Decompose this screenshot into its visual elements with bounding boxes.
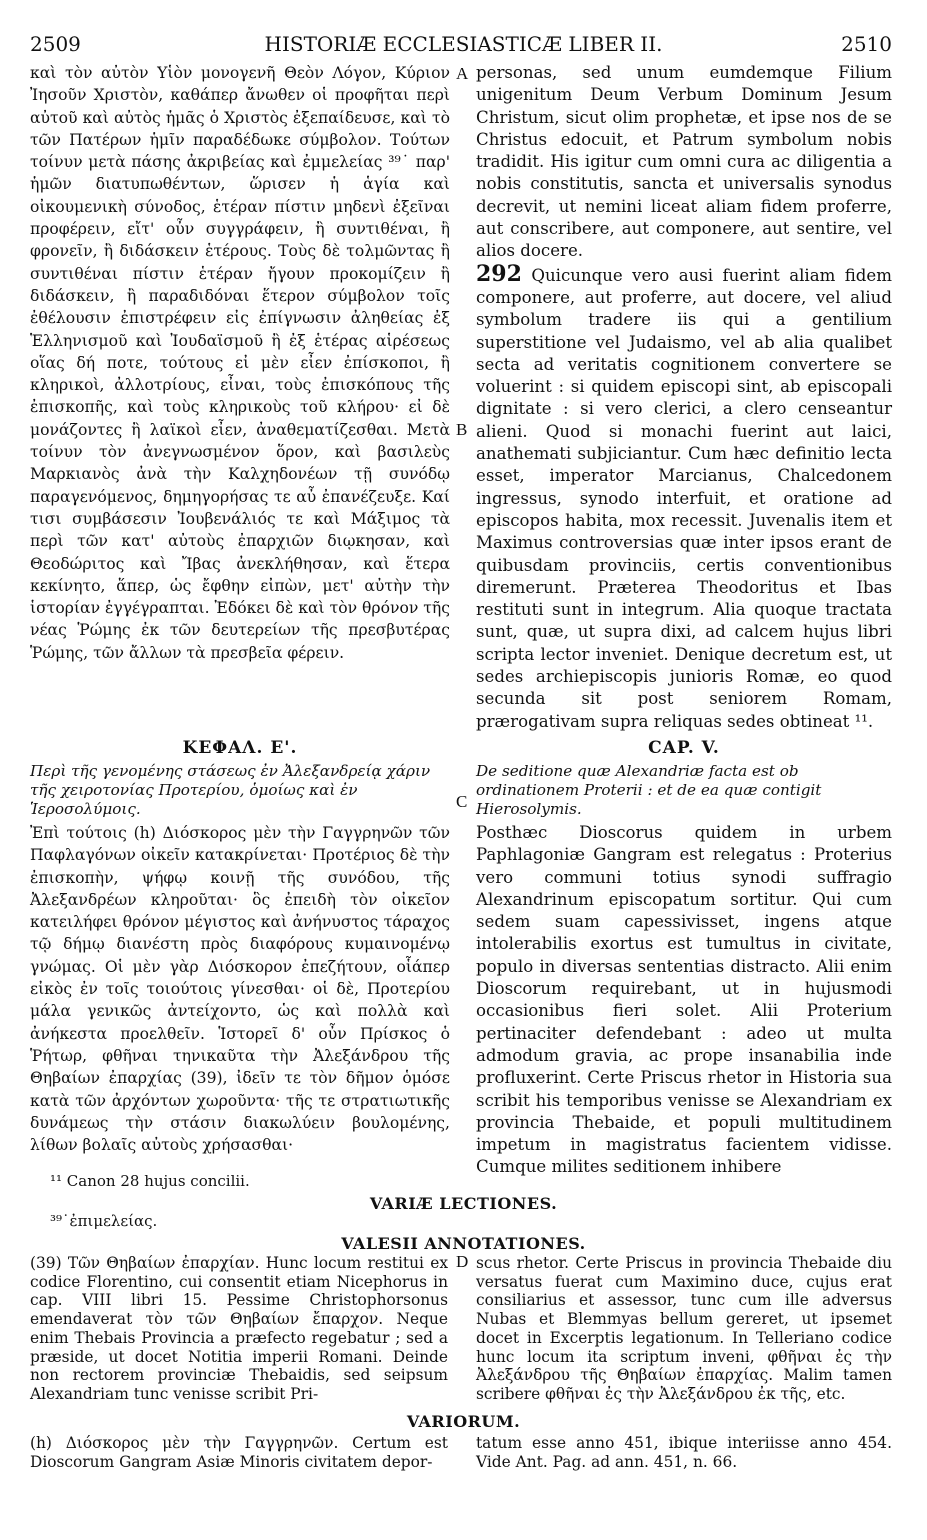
page-number-left: 2509 <box>30 32 81 56</box>
latin-text-top <box>476 62 892 732</box>
margin-page-number: 292 <box>476 260 522 287</box>
variorum-note-right <box>476 1434 892 1478</box>
valesii-annotationes-heading: VALESII ANNOTATIONES. <box>341 1234 586 1253</box>
running-title: HISTORIÆ ECCLESIASTICÆ LIBER II. <box>264 32 663 56</box>
footnote-11: ¹¹ Canon 28 hujus concilii. <box>50 1172 250 1190</box>
chapter-summary-greek: Περὶ τῆς γενομένης στάσεως ἐν Ἀλεξανδρείᾳ χάριν τῆς χειροτονίας Προτερίου, ὁμοίως καὶ ἐν Ἱεροσολύμοις. <box>30 762 431 818</box>
variae-lectiones-note: ³⁹˙ἐπιμελείας. <box>50 1212 158 1230</box>
latin-paragraph-bottom: Posthæc Dioscorus quidem in urbem Paphlagoniæ Gangram est relegatus : Proterius vero communi totius synodi suffragio Alexandrinum episcopatum sortitur. Qui cum sedem suam capessivisset, ingens atque intolerabilis exortus est tumultus in civitate, populo in diversas sententias distracto. Alii enim Dioscorum requirebant, ut in hujusmodi occasionibus fieri solet. Alii Proterium pertinaciter defendebant : adeo ut multa admodum gravia, ac prope insanabilia inde profluxerint. Certe Priscus rhetor in Historia sua scribit his temporibus venisse se Alexandriam ex provincia Thebaide, et populi multitudinem impetum in magistratus facientem vidisse. Cumque milites seditionem inhibere <box>476 823 892 1177</box>
variorum-note-right-text: tatum esse anno 451, ibique interiisse anno 454. Vide Ant. Pag. ad ann. 451, n. 66. <box>476 1434 892 1471</box>
greek-paragraph-bottom: Ἐπὶ τούτοις (h) Διόσκορος μὲν τὴν Γαγγρηνῶν τῶν Παφλαγόνων οἰκεῖν κατακρίνεται· Προτέριος δὲ τὴν ἐπισκοπὴν, ψήφῳ κοινῇ τῆς συνόδου, τῆς Ἀλεξανδρέων κληροῦται· ὃς ἐπειδὴ τὸν οἰκεῖον κατειλήφει θρόνον μέγιστος καὶ ἀνήνυστος τάραχος τῷ δήμῳ διανέστη πρὸς διαφόρους κυμαινομένῳ γνώμας. Οἱ μὲν γὰρ Διόσκορον ἐπεζήτουν, οἷάπερ εἰκὸς ἐν τοῖς τοιούτοις γίνεσθαι· οἱ δὲ, Προτερίου μάλα γενικῶς ἀντείχοντο, ὡς καὶ πολλὰ καὶ ἀνήκεστα προελθεῖν. Ἱστορεῖ δ' οὖν Πρίσκος ὁ Ῥήτωρ, φθῆναι τηνικαῦτα τὴν Ἀλεξάνδρου τῆς Θηβαίων ἐπαρχίας (39), ἰδεῖν τε τὸν δῆμον ὁμόσε κατὰ τῶν ἀρχόντων χωροῦντα· τῆς τε στρατιωτικῆς δυνάμεως τὴν στάσιν διακωλύειν βουλομένης, λίθων βολαῖς αὐτοὺς χρήσασθαι· <box>30 824 450 1155</box>
margin-marker-a: A <box>456 64 469 83</box>
latin-paragraph-top-2-text: Quicunque vero ausi fuerint aliam fidem componere, aut proferre, aut docere, vel aliud symbolum tradere iis qui a gentilium superstitione vel Judaismo, vel ab alia qualibet secta ad veritatis cognitionem convertere se voluerint : si quidem episcopi sint, ab episcopali dignitate : si vero clerici, a clero censeantur alieni. Quod si monachi fuerint aut laici, anathemati subjiciantur. Cum hæc definitio lecta esset, imperator Marcianus, Chalcedonem ingressus, synodo interfuit, et oratione ad episcopos habita, mox recessit. Juvenalis item et Maximus controversias quæ inter ipsos erant de quibusdam provinciis, certis conventionibus diremerunt. Præterea Theodoritus et Ibas restituti sunt in integrum. Alia quoque tractata sunt, quæ, ut supra dixi, ad calcem hujus libri scripta lector inveniet. Denique decretum est, ut sedes archiepiscopis junioris Romæ, eo quod secunda sit post seniorem Romam, prærogativam supra reliquas sedes obtineat ¹¹. <box>476 265 892 731</box>
latin-paragraph-top-1: personas, sed unum eumdemque Filium unigenitum Deum Verbum Dominum Jesum Christum, sicut olim prophetæ, et ipse nos de se Christus edocuit, et Patrum symbolum nobis tradidit. His igitur cum omni cura ac diligentia a nobis constitutis, sancta et universalis synodus decrevit, ut nemini liceat aliam fidem proferre, aut conscribere, aut componere, aut sentire, vel alios docere. <box>476 63 892 261</box>
greek-paragraph-top: καὶ τὸν αὐτὸν Υἱὸν μονογενῆ Θεὸν Λόγον, Κύριον Ἰησοῦν Χριστὸν, καθάπερ ἄνωθεν οἱ προφῆται περὶ αὐτοῦ καὶ αὐτὸς ἡμᾶς ὁ Χριστὸς ἐξεπαίδευσε, καὶ τὸ τῶν Πατέρων ἡμῖν παραδέδωκε σύμβολον. Τούτων τοίνυν μετὰ πάσης ἀκριβείας καὶ ἐμμελείας ³⁹˙ παρ' ἡμῶν διατυπωθέντων, ὥρισεν ἡ ἁγία καὶ οἰκουμενικὴ σύνοδος, ἑτέραν πίστιν μηδενὶ ἐξεῖναι προφέρειν, εἴτ' οὖν συγγράφειν, ἢ συντιθέναι, ἢ φρονεῖν, ἢ διδάσκειν ἑτέρους. Τοὺς δὲ τολμῶντας ἢ συντιθέναι πίστιν ἑτέραν ἤγουν προκομίζειν ἢ διδάσκειν, ἢ παραδιδόναι ἕτερον σύμβολον τοῖς ἐθέλουσιν ἐπιστρέφειν εἰς ἐπίγνωσιν ἀληθείας ἐξ Ἑλληνισμοῦ καὶ Ἰουδαϊσμοῦ ἢ ἐξ ἑτέρας αἱρέσεως οἵας δή ποτε, τούτους εἰ μὲν εἶεν ἐπίσκοποι, ἢ κληρικοὶ, ἀλλοτρίους, εἶναι, τοὺς ἐπισκόπους τῆς ἐπισκοπῆς, καὶ τοὺς κληρικοὺς τοῦ κλήρου· εἰ δὲ μονάζοντες ἢ λαϊκοὶ εἶεν, ἀναθεματίζεσθαι. Μετὰ τοίνυν τὸν ἀνεγνωσμένον ὅρον, καὶ βασιλεὺς Μαρκιανὸς ἀνὰ τὴν Καλχηδονέων τῇ συνόδῳ παραγενόμενος, δημηγορήσας τε αὖ ἐπανέζευξε. Καί τισι συμβάσεσιν Ἰουβενάλιός τε καὶ Μάξιμος τὰ περὶ τῶν κατ' αὐτοὺς ἐπαρχιῶν διῳκησαν, καὶ Θεοδώριτος καὶ Ἴβας ἀνεκλήθησαν, καὶ ἕτερα κεκίνητο, ἅπερ, ὡς ἔφθην εἰπὼν, μετ' αὐτὴν τὴν ἱστορίαν ἐγγέγραπται. Ἐδόκει δὲ καὶ τὸν θρόνον τῆς νέας Ῥώμης ἐκ τῶν δευτερείων τῆς πρεσβυτέρας Ῥώμης, τῶν ἄλλων τὰ πρεσβεῖα φέρειν. <box>30 64 450 662</box>
variorum-heading: VARIORUM. <box>406 1412 521 1431</box>
valesii-note-right-text: scus rhetor. Certe Priscus in provincia Thebaide diu versatus fuerat cum Maximino duce, cujus erat consiliarius et assessor, tunc cum ille adversus Nubas et Blemmyas bellum gereret, ut ipsemet docet in Excerptis legationum. In Telleriano codice hunc locum ita scriptum inveni, φθῆναι ἐς τὴν Ἀλεξάνδρου τῆς Θηβαίων ἐπαρχίας. Malim tamen scribere φθῆναι ἐς τὴν Ἀλεξάνδρου ἐκ τῆς, etc. <box>476 1254 892 1403</box>
valesii-note-right <box>476 1254 892 1404</box>
margin-marker-d: D <box>456 1252 469 1271</box>
chapter-heading-greek: ΚΕΦΑΛ. Ε'. <box>182 738 298 758</box>
greek-text-top <box>30 62 450 702</box>
valesii-note-left <box>30 1254 448 1404</box>
latin-text-bottom <box>476 822 892 1177</box>
greek-text-bottom <box>30 822 450 1164</box>
margin-marker-b: B <box>456 420 468 439</box>
valesii-note-left-text: (39) Τῶν Θηβαίων ἐπαρχίαν. Hunc locum restitui ex codice Florentino, cui consentit etiam Nicephorus in cap. VIII libri 15. Pessime Christophorsonus emendaverat τὸν τῶν Θηβαίων ἔπαρχον. Neque enim Thebais Provincia a præfecto regebatur ; sed a præside, ut docet Notitia imperii Romani. Deinde non rectorem provinciæ Thebaidis, sed seipsum Alexandriam tunc venisse scribit Pri- <box>30 1254 448 1403</box>
chapter-heading-latin: CAP. V. <box>648 738 720 758</box>
variorum-note-left-text: (h) Διόσκορος μὲν τὴν Γαγγρηνῶν. Certum est Dioscorum Gangram Asiæ Minoris civitatem depor- <box>30 1434 448 1471</box>
page-number-right: 2510 <box>841 32 892 56</box>
variae-lectiones-heading: VARIÆ LECTIONES. <box>369 1194 558 1213</box>
margin-marker-c: C <box>456 792 468 811</box>
chapter-summary-latin: De seditione quæ Alexandriæ facta est ob ordinationem Proterii : et de ea quæ contigit Hierosolymis. <box>476 762 822 818</box>
variorum-note-left <box>30 1434 448 1478</box>
latin-paragraph-top-2 <box>476 260 892 733</box>
